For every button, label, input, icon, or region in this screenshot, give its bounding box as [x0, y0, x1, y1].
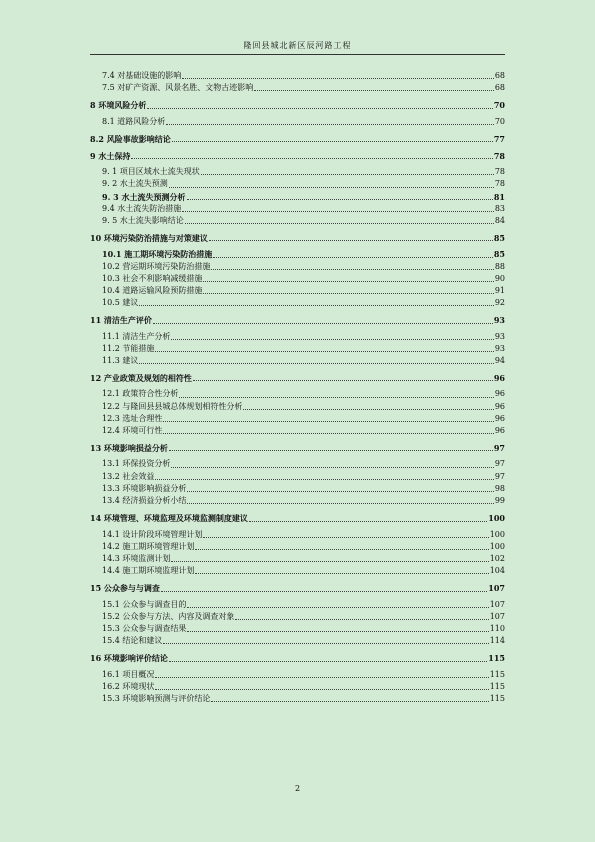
toc-entry-page: 96: [494, 401, 505, 411]
toc-entry[interactable]: [90, 529, 505, 541]
toc-leader-dots: [187, 630, 488, 632]
toc-leader-dots: [211, 700, 488, 702]
toc-entry[interactable]: [90, 82, 505, 94]
toc-entry[interactable]: [90, 191, 505, 203]
toc-leader-dots: [209, 239, 493, 241]
toc-entry-page: 96: [494, 426, 505, 436]
toc-entry[interactable]: [90, 150, 505, 162]
toc-entry-title: 15.2 公众参与方法、内容及调查对象: [102, 611, 235, 621]
toc-leader-dots: [163, 432, 493, 434]
toc-entry-title: 15.3 环境影响预测与评价结论: [102, 693, 211, 703]
toc-entry[interactable]: [90, 178, 505, 190]
toc-entry-page: 78: [494, 179, 505, 189]
toc-entry-page: 93: [493, 315, 505, 326]
toc-leader-dots: [155, 688, 488, 690]
toc-leader-dots: [147, 107, 493, 109]
toc-leader-dots: [163, 642, 488, 644]
toc-entry-page: 98: [494, 483, 505, 493]
toc-entry-page: 68: [494, 83, 505, 93]
toc-entry-title: 8 环境风险分析: [90, 100, 147, 111]
toc-entry[interactable]: [90, 232, 505, 244]
toc-entry-page: 90: [494, 273, 505, 283]
toc-entry[interactable]: [90, 215, 505, 227]
toc-entry-title: 13.1 环保投资分析: [102, 459, 171, 469]
toc-leader-dots: [254, 89, 494, 91]
toc-leader-dots: [131, 157, 493, 159]
toc-entry[interactable]: [90, 471, 505, 483]
toc-entry-title: 15.1 公众参与调查目的: [102, 599, 187, 609]
toc-entry-title: 14 环境管理、环境监理及环境监测制度建议: [90, 513, 248, 524]
toc-entry-title: 7.5 对矿产资源、风景名胜、文物古迹影响: [102, 83, 254, 93]
toc-leader-dots: [201, 173, 494, 175]
toc-leader-dots: [155, 478, 493, 480]
toc-entry-page: 93: [494, 331, 505, 341]
toc-leader-dots: [171, 338, 493, 340]
toc-leader-dots: [203, 536, 488, 538]
toc-entry[interactable]: [90, 599, 505, 611]
toc-entry[interactable]: [90, 116, 505, 128]
toc-entry[interactable]: [90, 565, 505, 577]
toc-entry-title: 14.2 施工期环境管理计划: [102, 541, 195, 551]
toc-entry-title: 9. 2 水土流失预测: [102, 179, 168, 189]
toc-entry-title: 10.4 道路运输风险预防措施: [102, 286, 203, 296]
toc-entry[interactable]: [90, 458, 505, 470]
toc-leader-dots: [171, 560, 488, 562]
toc-entry-title: 10.5 建议: [102, 298, 139, 308]
toc-entry-title: 15.3 公众参与调查结果: [102, 623, 187, 633]
toc-entry[interactable]: [90, 425, 505, 437]
toc-entry-page: 100: [489, 529, 505, 539]
toc-entry-page: 88: [494, 261, 505, 271]
toc-entry-title: 7.4 对基础设施的影响: [102, 71, 182, 80]
toc-entry-page: 97: [494, 471, 505, 481]
toc-entry[interactable]: [90, 372, 505, 384]
toc-entry[interactable]: [90, 401, 505, 413]
toc-entry-title: 8.2 风险事故影响结论: [90, 133, 171, 144]
toc-entry[interactable]: [90, 273, 505, 285]
toc-entry-title: 11.1 清洁生产分析: [102, 331, 171, 341]
toc-leader-dots: [182, 77, 494, 79]
toc-leader-dots: [139, 304, 493, 306]
toc-entry-title: 14.3 环境监测计划: [102, 553, 171, 563]
toc-leader-dots: [203, 292, 493, 294]
toc-entry-page: 70: [493, 100, 505, 111]
toc-entry-title: 15 公众参与与调查: [90, 583, 160, 594]
page-header: 隆回县城北新区辰河路工程: [243, 41, 352, 50]
toc-entry-title: 12.1 政策符合性分析: [102, 389, 179, 399]
toc-entry[interactable]: [90, 203, 505, 215]
toc-entry-page: 77: [493, 133, 505, 144]
toc-entry[interactable]: [90, 133, 505, 145]
toc-leader-dots: [203, 280, 493, 282]
toc-entry[interactable]: [90, 70, 505, 82]
toc-entry[interactable]: [90, 541, 505, 553]
toc-entry-title: 12 产业政策及规划的相符性: [90, 373, 192, 384]
toc-entry-title: 13 环境影响损益分析: [90, 443, 168, 454]
toc-leader-dots: [193, 379, 493, 381]
toc-entry-page: 96: [493, 373, 505, 384]
toc-entry-page: 96: [494, 413, 505, 423]
toc-entry-page: 114: [489, 636, 505, 646]
toc-entry[interactable]: [90, 166, 505, 178]
toc-leader-dots: [211, 268, 493, 270]
toc-entry-title: 13.2 社会效益: [102, 471, 155, 481]
toc-entry-page: 110: [489, 623, 505, 633]
toc-entry-page: 115: [489, 693, 505, 703]
toc-leader-dots: [187, 606, 488, 608]
toc-leader-dots: [171, 466, 493, 468]
toc-entry-page: 70: [494, 116, 505, 126]
toc-entry[interactable]: [90, 285, 505, 297]
toc-entry-title: 9 水土保持: [90, 151, 131, 162]
toc-entry[interactable]: [90, 611, 505, 623]
toc-entry-page: 115: [488, 653, 505, 664]
toc-leader-dots: [169, 449, 493, 451]
toc-entry-page: 78: [494, 167, 505, 177]
toc-entry-page: 81: [493, 191, 505, 202]
toc-leader-dots: [243, 408, 493, 410]
toc-entry[interactable]: [90, 261, 505, 273]
toc-entry[interactable]: [90, 343, 505, 355]
toc-entry[interactable]: [90, 512, 505, 524]
toc-leader-dots: [155, 676, 488, 678]
toc-entry-title: 14.1 设计阶段环境管理计划: [102, 529, 203, 539]
toc-entry-page: 97: [493, 443, 505, 454]
toc-entry-page: 100: [489, 541, 505, 551]
toc-entry-page: 115: [489, 669, 505, 679]
toc-entry-page: 83: [494, 203, 505, 213]
toc-leader-dots: [187, 490, 493, 492]
toc-entry-page: 97: [494, 459, 505, 469]
toc-leader-dots: [213, 256, 493, 258]
toc-entry[interactable]: [90, 355, 505, 367]
toc-entry[interactable]: [90, 413, 505, 425]
toc-leader-dots: [163, 420, 493, 422]
header-divider: [90, 54, 505, 55]
toc-entry-page: 94: [494, 356, 505, 366]
toc-entry-title: 16.1 项目概况: [102, 669, 155, 679]
table-of-contents: [90, 70, 505, 705]
toc-entry-title: 8.1 道路风险分析: [102, 116, 166, 126]
toc-entry-page: 85: [493, 233, 505, 244]
toc-entry-page: 68: [494, 71, 505, 80]
toc-entry-title: 13.4 经济损益分析小结: [102, 496, 187, 506]
toc-entry-page: 78: [493, 151, 505, 162]
toc-leader-dots: [187, 198, 493, 200]
toc-entry-title: 10.2 营运期环境污染防治措施: [102, 261, 211, 271]
toc-entry[interactable]: [90, 681, 505, 693]
toc-entry[interactable]: [90, 582, 505, 594]
toc-entry[interactable]: [90, 635, 505, 647]
toc-leader-dots: [195, 572, 488, 574]
toc-entry[interactable]: [90, 623, 505, 635]
toc-entry-page: 84: [494, 216, 505, 226]
toc-entry-page: 104: [489, 566, 505, 576]
toc-entry-title: 10.1 施工期环境污染防治措施: [102, 249, 213, 260]
toc-entry-title: 9. 1 项目区域水土流失现状: [102, 167, 200, 177]
toc-leader-dots: [235, 618, 488, 620]
toc-entry[interactable]: [90, 669, 505, 681]
toc-entry-title: 11.2 节能措施: [102, 343, 155, 353]
toc-leader-dots: [179, 396, 493, 398]
toc-entry-title: 11 清洁生产评价: [90, 315, 152, 326]
toc-leader-dots: [153, 322, 493, 324]
toc-entry-page: 107: [489, 611, 505, 621]
toc-entry[interactable]: [90, 99, 505, 111]
toc-entry-page: 99: [494, 496, 505, 506]
toc-entry-title: 11.3 建议: [102, 356, 139, 366]
toc-entry-page: 115: [489, 681, 505, 691]
toc-entry-page: 107: [489, 599, 505, 609]
toc-leader-dots: [187, 502, 493, 504]
toc-entry-title: 10.3 社会不利影响减缓措施: [102, 273, 203, 283]
toc-entry-page: 100: [488, 513, 505, 524]
toc-entry[interactable]: [90, 331, 505, 343]
toc-leader-dots: [169, 186, 494, 188]
toc-leader-dots: [172, 140, 493, 142]
toc-leader-dots: [182, 210, 494, 212]
toc-entry-title: 12.2 与隆回县县城总体规划相符性分析: [102, 401, 243, 411]
toc-leader-dots: [139, 362, 493, 364]
toc-entry-title: 12.4 环境可行性: [102, 426, 163, 436]
toc-entry-title: 15.4 结论和建议: [102, 636, 163, 646]
toc-entry-title: 16.2 环境现状: [102, 681, 155, 691]
toc-entry[interactable]: [90, 388, 505, 400]
toc-entry[interactable]: [90, 442, 505, 454]
toc-entry-page: 107: [488, 583, 505, 594]
toc-leader-dots: [195, 548, 488, 550]
toc-entry[interactable]: [90, 693, 505, 705]
toc-entry-page: 91: [494, 286, 505, 296]
toc-entry-title: 12.3 选址合理性: [102, 413, 163, 423]
toc-entry-title: 14.4 施工期环境监理计划: [102, 566, 195, 576]
toc-entry-page: 85: [493, 249, 505, 260]
toc-leader-dots: [166, 123, 494, 125]
toc-entry-page: 102: [489, 553, 505, 563]
toc-entry[interactable]: [90, 297, 505, 309]
toc-leader-dots: [155, 350, 493, 352]
toc-entry-title: 9. 5 水土流失影响结论: [102, 216, 184, 226]
toc-entry-page: 93: [494, 343, 505, 353]
toc-entry-page: 96: [494, 389, 505, 399]
toc-leader-dots: [169, 660, 487, 662]
toc-entry[interactable]: [90, 248, 505, 260]
toc-leader-dots: [161, 590, 487, 592]
toc-leader-dots: [185, 222, 494, 224]
toc-entry[interactable]: [90, 483, 505, 495]
toc-entry[interactable]: [90, 314, 505, 326]
toc-entry-title: 9.4 水土流失防治措施: [102, 203, 182, 213]
toc-entry[interactable]: [90, 553, 505, 565]
page-number: 2: [294, 784, 301, 793]
toc-entry[interactable]: [90, 495, 505, 507]
toc-leader-dots: [249, 520, 487, 522]
toc-entry-title: 16 环境影响评价结论: [90, 653, 168, 664]
toc-entry-title: 9. 3 水土流失预测分析: [102, 191, 186, 202]
toc-entry-title: 13.3 环境影响损益分析: [102, 483, 187, 493]
toc-entry[interactable]: [90, 652, 505, 664]
toc-entry-page: 92: [494, 298, 505, 308]
toc-entry-title: 10 环境污染防治措施与对策建议: [90, 233, 208, 244]
